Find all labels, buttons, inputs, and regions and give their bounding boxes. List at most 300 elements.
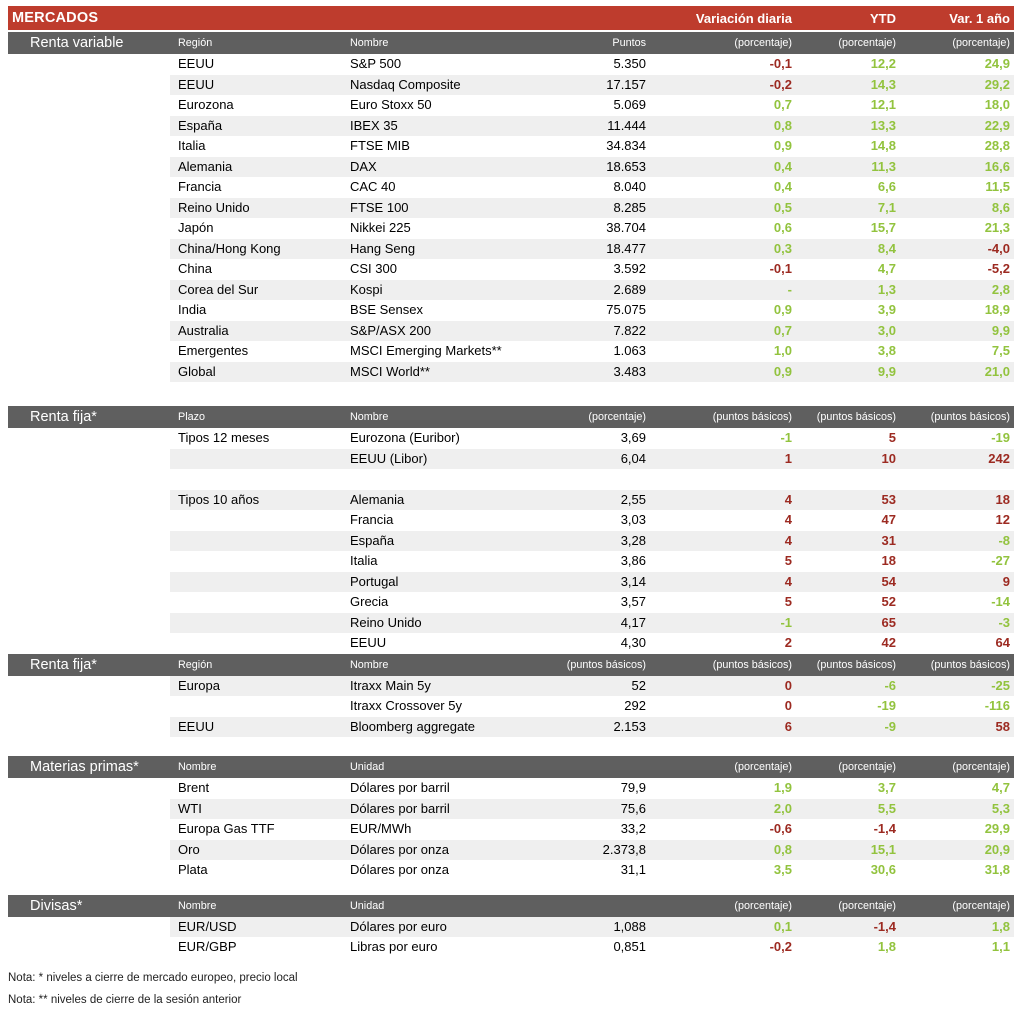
year-change-cell: 28,8 — [984, 138, 1010, 153]
value-cell: 7.822 — [558, 321, 650, 342]
daily-change-cell: 0,9 — [773, 302, 792, 317]
column-header: (porcentaje) — [838, 899, 896, 912]
row-label-spacer — [8, 860, 170, 881]
daily-change-cell: -1 — [650, 613, 796, 634]
section-1 — [8, 32, 1024, 382]
value-cell: 17.157 — [558, 75, 650, 96]
year-change-cell: 29,9 — [984, 821, 1010, 836]
value-cell: 5.069 — [613, 97, 646, 112]
value-cell: 79,9 — [620, 780, 646, 795]
name-cell: Libras por euro — [350, 939, 438, 954]
ytd-change-cell: 3,8 — [877, 343, 896, 358]
row-label-spacer — [8, 819, 170, 840]
ytd-change-cell: -1,4 — [873, 821, 896, 836]
ytd-change-cell: -9 — [796, 717, 900, 738]
ytd-change-cell: 8,4 — [796, 239, 900, 260]
name-cell: Alemania — [342, 490, 558, 511]
row-label-spacer — [8, 198, 170, 219]
daily-change-cell: 0,4 — [773, 179, 792, 194]
row-label-spacer — [8, 157, 170, 178]
ytd-change-cell: 12,1 — [870, 97, 896, 112]
ytd-change-cell: 6,6 — [877, 179, 896, 194]
column-header: Nombre — [178, 761, 217, 773]
table-row — [8, 218, 1014, 239]
col-header-1y: Var. 1 año — [949, 10, 1010, 26]
year-change-cell: 12 — [995, 512, 1010, 527]
year-change-cell: 11,5 — [985, 179, 1010, 194]
daily-change-cell: 4 — [650, 490, 796, 511]
name-cell: Nasdaq Composite — [342, 75, 558, 96]
value-cell: 0,851 — [613, 939, 646, 954]
value-cell: 18.653 — [558, 157, 650, 178]
table-row — [8, 95, 1014, 116]
ytd-change-cell: 5 — [888, 430, 896, 445]
year-change-cell: 18,0 — [984, 97, 1010, 112]
ytd-change-cell: 5,5 — [796, 799, 900, 820]
column-header: (puntos básicos) — [712, 411, 792, 423]
section-title: Renta variable — [30, 35, 124, 51]
column-header: Puntos — [612, 37, 646, 49]
region-cell: España — [170, 116, 342, 137]
region-cell: Corea del Sur — [170, 280, 342, 301]
region-cell: Japón — [178, 220, 214, 235]
row-label-spacer — [8, 300, 170, 321]
table-row — [8, 300, 1014, 321]
daily-change-cell: -0,6 — [769, 821, 792, 836]
name-cell: EEUU — [350, 635, 387, 650]
sections — [8, 32, 1024, 958]
column-header: (porcentaje) — [734, 37, 792, 49]
daily-change-cell: 1 — [650, 449, 796, 470]
column-header: (puntos básicos) — [930, 411, 1010, 423]
daily-change-cell: 0 — [650, 676, 796, 697]
row-label-spacer — [8, 54, 170, 75]
ytd-change-cell: 3,9 — [877, 302, 896, 317]
daily-change-cell: 6 — [650, 717, 796, 738]
value-cell: 8.040 — [613, 179, 646, 194]
year-change-cell: 29,2 — [900, 75, 1014, 96]
value-cell: 292 — [624, 698, 646, 713]
name-cell: Dólares por onza — [342, 840, 558, 861]
region-cell: EEUU — [178, 56, 215, 71]
row-label-spacer — [8, 490, 170, 511]
year-change-cell: 31,8 — [984, 862, 1010, 877]
value-cell: 75.075 — [606, 302, 646, 317]
table-row — [8, 116, 1014, 137]
daily-change-cell: 0,1 — [650, 917, 796, 938]
section-title: Renta fija* — [30, 656, 97, 673]
year-change-cell: 21,3 — [984, 220, 1010, 235]
year-change-cell: 64 — [995, 635, 1010, 650]
table-row — [8, 198, 1014, 219]
daily-change-cell: 0,8 — [650, 116, 796, 137]
name-cell: MSCI World** — [342, 362, 558, 383]
year-change-cell: 9 — [900, 572, 1014, 593]
title-bar — [8, 6, 1014, 30]
name-cell: Grecia — [350, 594, 389, 609]
value-cell: 34.834 — [606, 138, 646, 153]
region-cell: Global — [170, 362, 342, 383]
col-header-ytd: YTD — [870, 10, 896, 26]
section-header-row — [8, 32, 1014, 54]
year-change-cell: 22,9 — [900, 116, 1014, 137]
daily-change-cell: 0,7 — [773, 97, 792, 112]
column-header: Nombre — [350, 37, 389, 49]
name-cell: S&P 500 — [350, 56, 402, 71]
ytd-change-cell: 13,3 — [796, 116, 900, 137]
value-cell: 3,14 — [558, 572, 650, 593]
ytd-change-cell: 1,8 — [877, 939, 896, 954]
row-label-spacer — [8, 116, 170, 137]
ytd-change-cell: 47 — [881, 512, 896, 527]
table-row — [8, 613, 1014, 634]
column-header: (porcentaje) — [838, 761, 896, 773]
row-label-spacer — [8, 449, 170, 470]
region-cell — [170, 613, 342, 634]
name-cell: BSE Sensex — [350, 302, 423, 317]
daily-change-cell: 0,9 — [650, 362, 796, 383]
row-label-spacer — [8, 510, 170, 531]
table-row — [8, 592, 1014, 613]
column-header: Nombre — [178, 899, 217, 912]
row-label-spacer — [8, 531, 170, 552]
year-change-cell: 7,5 — [991, 343, 1010, 358]
name-cell: Portugal — [342, 572, 558, 593]
year-change-cell: 8,6 — [900, 198, 1014, 219]
row-label-spacer — [8, 95, 170, 116]
section-header-row — [8, 406, 1014, 428]
table-row — [8, 778, 1014, 799]
region-cell — [170, 551, 342, 572]
name-cell: España — [342, 531, 558, 552]
ytd-change-cell: 18 — [881, 553, 896, 568]
year-change-cell: 4,7 — [991, 780, 1010, 795]
column-header: (puntos básicos) — [816, 411, 896, 423]
column-header: Plazo — [178, 411, 206, 423]
daily-change-cell: 0,7 — [650, 321, 796, 342]
section-title: Materias primas* — [30, 759, 139, 775]
year-change-cell: 24,9 — [984, 56, 1010, 71]
name-cell: Kospi — [342, 280, 558, 301]
row-label-spacer — [8, 592, 170, 613]
region-cell: Alemania — [170, 157, 342, 178]
year-change-cell: -3 — [900, 613, 1014, 634]
row-label-spacer — [8, 572, 170, 593]
row-label-spacer — [8, 136, 170, 157]
ytd-change-cell: 31 — [796, 531, 900, 552]
table-row — [8, 551, 1014, 572]
year-change-cell: 9,9 — [900, 321, 1014, 342]
name-cell: Nikkei 225 — [350, 220, 411, 235]
region-cell — [170, 592, 342, 613]
value-cell: 11.444 — [558, 116, 650, 137]
region-cell: Francia — [178, 179, 222, 194]
row-label-spacer — [8, 917, 170, 938]
daily-change-cell: 4 — [650, 531, 796, 552]
table-row — [8, 321, 1014, 342]
ytd-change-cell: 54 — [796, 572, 900, 593]
region-cell: Europa Gas TTF — [178, 821, 275, 836]
section-title: Renta fija* — [30, 409, 97, 425]
table-row — [8, 531, 1014, 552]
region-cell: China/Hong Kong — [170, 239, 342, 260]
table-row — [8, 717, 1014, 738]
table-row — [8, 259, 1014, 280]
region-cell: Italia — [178, 138, 206, 153]
column-header: (porcentaje) — [952, 37, 1010, 49]
year-change-cell: 1,8 — [900, 917, 1014, 938]
ytd-change-cell: 53 — [796, 490, 900, 511]
name-cell: CSI 300 — [350, 261, 397, 276]
year-change-cell: 242 — [900, 449, 1014, 470]
daily-change-cell: -0,1 — [769, 261, 792, 276]
region-cell: WTI — [170, 799, 342, 820]
table-row — [8, 157, 1014, 178]
column-header: (porcentaje) — [734, 761, 792, 773]
ytd-change-cell: -19 — [877, 698, 896, 713]
value-cell: 38.704 — [606, 220, 646, 235]
column-header: (porcentaje) — [588, 411, 646, 423]
row-label-spacer — [8, 218, 170, 239]
row-label-spacer — [8, 799, 170, 820]
row-label-spacer — [8, 840, 170, 861]
row-label-spacer — [8, 633, 170, 654]
column-header: (porcentaje) — [838, 37, 896, 49]
region-cell: Australia — [170, 321, 342, 342]
column-header: Nombre — [350, 411, 389, 423]
ytd-change-cell: 15,7 — [870, 220, 896, 235]
daily-change-cell: 5 — [784, 594, 792, 609]
section-header-row — [8, 895, 1014, 917]
ytd-change-cell: -1,4 — [796, 917, 900, 938]
year-change-cell: -116 — [984, 698, 1010, 713]
section-header-row — [8, 756, 1014, 778]
column-header: Región — [178, 37, 213, 49]
table-row — [8, 239, 1014, 260]
column-header: Unidad — [350, 761, 385, 773]
region-cell: Europa — [170, 676, 342, 697]
ytd-change-cell: 9,9 — [796, 362, 900, 383]
value-cell: 52 — [558, 676, 650, 697]
value-cell: 3,03 — [620, 512, 646, 527]
value-cell: 1.063 — [613, 343, 646, 358]
row-label-spacer — [8, 613, 170, 634]
column-header: Región — [178, 658, 213, 671]
row-label-spacer — [8, 341, 170, 362]
table-row — [8, 937, 1014, 958]
name-cell: Hang Seng — [342, 239, 558, 260]
region-cell — [170, 696, 342, 717]
table-row — [8, 54, 1014, 75]
ytd-change-cell: -6 — [796, 676, 900, 697]
region-cell: China — [178, 261, 212, 276]
region-cell: Tipos 12 meses — [178, 430, 270, 445]
region-cell: EEUU — [170, 75, 342, 96]
ytd-change-cell: 42 — [881, 635, 896, 650]
name-cell: Dólares por euro — [342, 917, 558, 938]
year-change-cell: -27 — [991, 553, 1010, 568]
year-change-cell: -25 — [900, 676, 1014, 697]
column-header: (puntos básicos) — [712, 658, 792, 671]
table-row — [8, 633, 1014, 654]
table-row — [8, 428, 1014, 449]
footnotes — [8, 967, 1024, 1011]
value-cell: 31,1 — [620, 862, 646, 877]
value-cell: 33,2 — [620, 821, 646, 836]
table-row — [8, 510, 1014, 531]
row-label-spacer — [8, 239, 170, 260]
value-cell: 3,69 — [620, 430, 646, 445]
ytd-change-cell: 15,1 — [796, 840, 900, 861]
region-cell: India — [178, 302, 207, 317]
year-change-cell: -4,0 — [900, 239, 1014, 260]
region-cell: Reino Unido — [170, 198, 342, 219]
name-cell: CAC 40 — [350, 179, 396, 194]
value-cell: 75,6 — [558, 799, 650, 820]
value-cell: 2.153 — [558, 717, 650, 738]
value-cell: 6,04 — [558, 449, 650, 470]
daily-change-cell: 4 — [650, 572, 796, 593]
name-cell: IBEX 35 — [342, 116, 558, 137]
daily-change-cell: 0,4 — [650, 157, 796, 178]
column-header: (porcentaje) — [734, 899, 792, 912]
daily-change-cell: 0,5 — [650, 198, 796, 219]
column-header: (puntos básicos) — [930, 658, 1010, 671]
daily-change-cell: 1,0 — [773, 343, 792, 358]
region-cell — [170, 449, 342, 470]
section-title: Divisas* — [30, 897, 83, 914]
ytd-change-cell: 1,3 — [796, 280, 900, 301]
year-change-cell: 1,1 — [991, 939, 1010, 954]
daily-change-cell: - — [650, 280, 796, 301]
name-cell: EUR/MWh — [350, 821, 412, 836]
name-cell: Eurozona (Euribor) — [350, 430, 460, 445]
value-cell: 3,28 — [558, 531, 650, 552]
row-label-spacer — [8, 676, 170, 697]
daily-change-cell: 0,9 — [773, 138, 792, 153]
section-4 — [8, 756, 1024, 881]
daily-change-cell: -0,1 — [769, 56, 792, 71]
year-change-cell: -8 — [900, 531, 1014, 552]
name-cell: Bloomberg aggregate — [342, 717, 558, 738]
table-row — [8, 572, 1014, 593]
section-2 — [8, 406, 1024, 654]
name-cell: Reino Unido — [342, 613, 558, 634]
name-cell: FTSE 100 — [342, 198, 558, 219]
table-row — [8, 362, 1014, 383]
year-change-cell: 16,6 — [900, 157, 1014, 178]
value-cell: 4,17 — [558, 613, 650, 634]
table-row — [8, 177, 1014, 198]
section-3 — [8, 654, 1024, 738]
row-label-spacer — [8, 551, 170, 572]
name-cell: Francia — [350, 512, 394, 527]
column-header: (porcentaje) — [952, 761, 1010, 773]
page-title: MERCADOS — [12, 10, 99, 26]
table-row — [8, 696, 1014, 717]
table-row — [8, 819, 1014, 840]
year-change-cell: 2,8 — [900, 280, 1014, 301]
value-cell: 5.350 — [613, 56, 646, 71]
table-row — [8, 449, 1014, 470]
daily-change-cell: 0,3 — [650, 239, 796, 260]
ytd-change-cell: 4,7 — [877, 261, 896, 276]
name-cell: FTSE MIB — [350, 138, 410, 153]
row-label-spacer — [8, 280, 170, 301]
ytd-change-cell: 3,0 — [796, 321, 900, 342]
value-cell: 1,088 — [558, 917, 650, 938]
row-label-spacer — [8, 75, 170, 96]
table-row — [8, 840, 1014, 861]
ytd-change-cell: 52 — [881, 594, 896, 609]
table-row — [8, 136, 1014, 157]
ytd-change-cell: 7,1 — [796, 198, 900, 219]
row-label-spacer — [8, 937, 170, 958]
name-cell: EEUU (Libor) — [342, 449, 558, 470]
table-row — [8, 341, 1014, 362]
section-5 — [8, 895, 1024, 958]
year-change-cell: 58 — [900, 717, 1014, 738]
region-cell: EUR/USD — [170, 917, 342, 938]
year-change-cell: -19 — [991, 430, 1010, 445]
table-row — [8, 917, 1014, 938]
row-label-spacer — [8, 696, 170, 717]
daily-change-cell: -0,2 — [769, 939, 792, 954]
column-header: (puntos básicos) — [816, 658, 896, 671]
column-header: (porcentaje) — [952, 899, 1010, 912]
table-row — [8, 280, 1014, 301]
ytd-change-cell: 65 — [796, 613, 900, 634]
region-cell — [170, 510, 342, 531]
name-cell: Itraxx Main 5y — [342, 676, 558, 697]
ytd-change-cell: 30,6 — [870, 862, 896, 877]
ytd-change-cell: 3,7 — [877, 780, 896, 795]
name-cell: DAX — [342, 157, 558, 178]
ytd-change-cell: 11,3 — [796, 157, 900, 178]
row-label-spacer — [8, 177, 170, 198]
column-header: Unidad — [350, 899, 385, 912]
daily-change-cell: -1 — [780, 430, 792, 445]
table-row — [8, 75, 1014, 96]
daily-change-cell: 5 — [784, 553, 792, 568]
daily-change-cell: 0,8 — [650, 840, 796, 861]
value-cell: 2.689 — [558, 280, 650, 301]
value-cell: 4,30 — [620, 635, 646, 650]
row-label-spacer — [8, 259, 170, 280]
ytd-change-cell: 10 — [796, 449, 900, 470]
name-cell: Euro Stoxx 50 — [350, 97, 432, 112]
row-label-spacer — [8, 321, 170, 342]
year-change-cell: 18 — [900, 490, 1014, 511]
name-cell: MSCI Emerging Markets** — [350, 343, 502, 358]
table-row — [8, 860, 1014, 881]
table-row — [8, 490, 1014, 511]
value-cell: 3,57 — [620, 594, 646, 609]
daily-change-cell: 4 — [784, 512, 792, 527]
daily-change-cell: 0 — [784, 698, 792, 713]
daily-change-cell: -0,2 — [650, 75, 796, 96]
column-header: (puntos básicos) — [566, 658, 646, 671]
spacer-row — [8, 469, 1014, 490]
region-cell: Tipos 10 años — [170, 490, 342, 511]
region-cell: Oro — [170, 840, 342, 861]
ytd-change-cell: 14,8 — [870, 138, 896, 153]
year-change-cell: -14 — [991, 594, 1010, 609]
region-cell: EEUU — [170, 717, 342, 738]
name-cell: Dólares por barril — [342, 799, 558, 820]
year-change-cell: 18,9 — [984, 302, 1010, 317]
name-cell: Italia — [350, 553, 378, 568]
